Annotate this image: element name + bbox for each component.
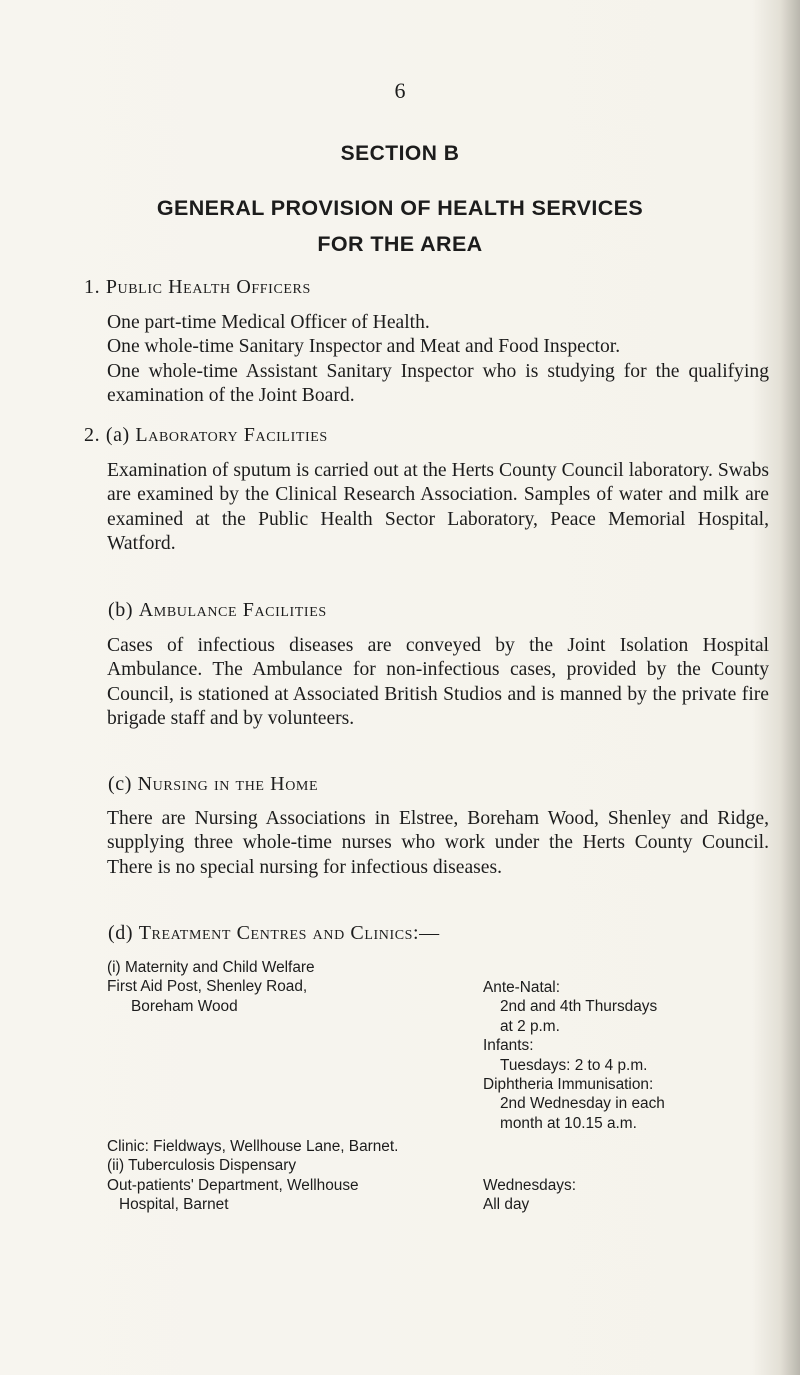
page-number: 6 bbox=[394, 78, 406, 103]
infants-label: Infants: bbox=[483, 1037, 534, 1055]
ambulance-body bbox=[107, 634, 769, 732]
officers-body bbox=[107, 311, 769, 409]
tb-line-1: (ii) Tuberculosis Dispensary bbox=[107, 1157, 297, 1175]
laboratory-number: 2. bbox=[84, 424, 101, 446]
antenatal-line-1: 2nd and 4th Thursdays bbox=[500, 998, 658, 1016]
nursing-text: There are Nursing Associations in Elstree, Boreham Wood, Shenley and Ridge, supplying three whole-time nurses who work under the Herts County Council. There is no special nursing for infectious diseases. bbox=[107, 808, 769, 878]
nursing-body bbox=[107, 807, 769, 880]
tb-line-3: Hospital, Barnet bbox=[119, 1196, 229, 1214]
laboratory-letter: (a) bbox=[105, 424, 130, 446]
maternity-line-3: Boreham Wood bbox=[131, 997, 238, 1015]
officers-number: 1. bbox=[84, 276, 101, 298]
treatment-right-upper bbox=[483, 978, 665, 1133]
antenatal-line-2: at 2 p.m. bbox=[500, 1017, 560, 1035]
diphtheria-line-1: 2nd Wednesday in each bbox=[500, 1095, 665, 1113]
section-title: SECTION B bbox=[340, 142, 460, 165]
maternity-line-2: First Aid Post, Shenley Road, bbox=[107, 978, 308, 996]
laboratory-title: Laboratory Facilities bbox=[135, 424, 328, 446]
officers-line-3: One whole-time Assistant Sanitary Inspector who is studying for the qualifying examination of the Joint Board. bbox=[107, 360, 769, 407]
ambulance-heading bbox=[108, 599, 327, 622]
main-title bbox=[130, 190, 670, 262]
clinic-line: Clinic: Fieldways, Wellhouse Lane, Barnet. bbox=[107, 1138, 399, 1155]
tb-days-label: Wednesdays: bbox=[483, 1177, 576, 1194]
officers-heading bbox=[84, 276, 311, 299]
treatment-title: Treatment Centres and Clinics:— bbox=[138, 922, 440, 944]
laboratory-text: Examination of sputum is carried out at the Herts County Council laboratory. Swabs are examined by the Clinical Research Association. Samples of water and milk are examined at the Public Health Sector Laboratory, Peace Memorial Hospital, Watford. bbox=[107, 460, 769, 555]
treatment-letter: (d) bbox=[108, 922, 134, 944]
treatment-left-lower bbox=[107, 1137, 398, 1215]
nursing-heading bbox=[108, 773, 318, 796]
tb-days-line: All day bbox=[483, 1196, 530, 1214]
tb-line-2: Out-patients' Department, Wellhouse bbox=[107, 1176, 359, 1194]
infants-line: Tuesdays: 2 to 4 p.m. bbox=[500, 1056, 648, 1074]
ambulance-letter: (b) bbox=[108, 599, 134, 621]
officers-line-2: One whole-time Sanitary Inspector and Meat and Food Inspector. bbox=[107, 336, 621, 358]
diphtheria-label: Diphtheria Immunisation: bbox=[483, 1076, 654, 1094]
officers-line-1: One part-time Medical Officer of Health. bbox=[107, 312, 430, 333]
ambulance-text: Cases of infectious diseases are conveyed by the Joint Isolation Hospital Ambulance. The Ambulance for non-infectious cases, provided by the County Council, is stationed at Associated British Studios and is manned by the private fire brigade staff and by volunteers. bbox=[107, 635, 769, 730]
diphtheria-line-2: month at 10.15 a.m. bbox=[500, 1114, 637, 1132]
laboratory-body bbox=[107, 459, 769, 557]
main-title-line-1: GENERAL PROVISION OF HEALTH SERVICES bbox=[156, 196, 644, 220]
treatment-right-lower bbox=[483, 1176, 576, 1215]
ambulance-title: Ambulance Facilities bbox=[138, 599, 327, 621]
main-title-line-2: FOR THE AREA bbox=[317, 232, 483, 256]
nursing-title: Nursing in the Home bbox=[137, 773, 319, 795]
maternity-line-1: (i) Maternity and Child Welfare bbox=[107, 959, 315, 976]
antenatal-label: Ante-Natal: bbox=[483, 979, 560, 996]
treatment-heading bbox=[108, 922, 440, 945]
treatment-left-upper bbox=[107, 958, 315, 1016]
officers-title: Public Health Officers bbox=[105, 276, 311, 298]
nursing-letter: (c) bbox=[108, 773, 132, 795]
laboratory-heading bbox=[84, 424, 328, 447]
